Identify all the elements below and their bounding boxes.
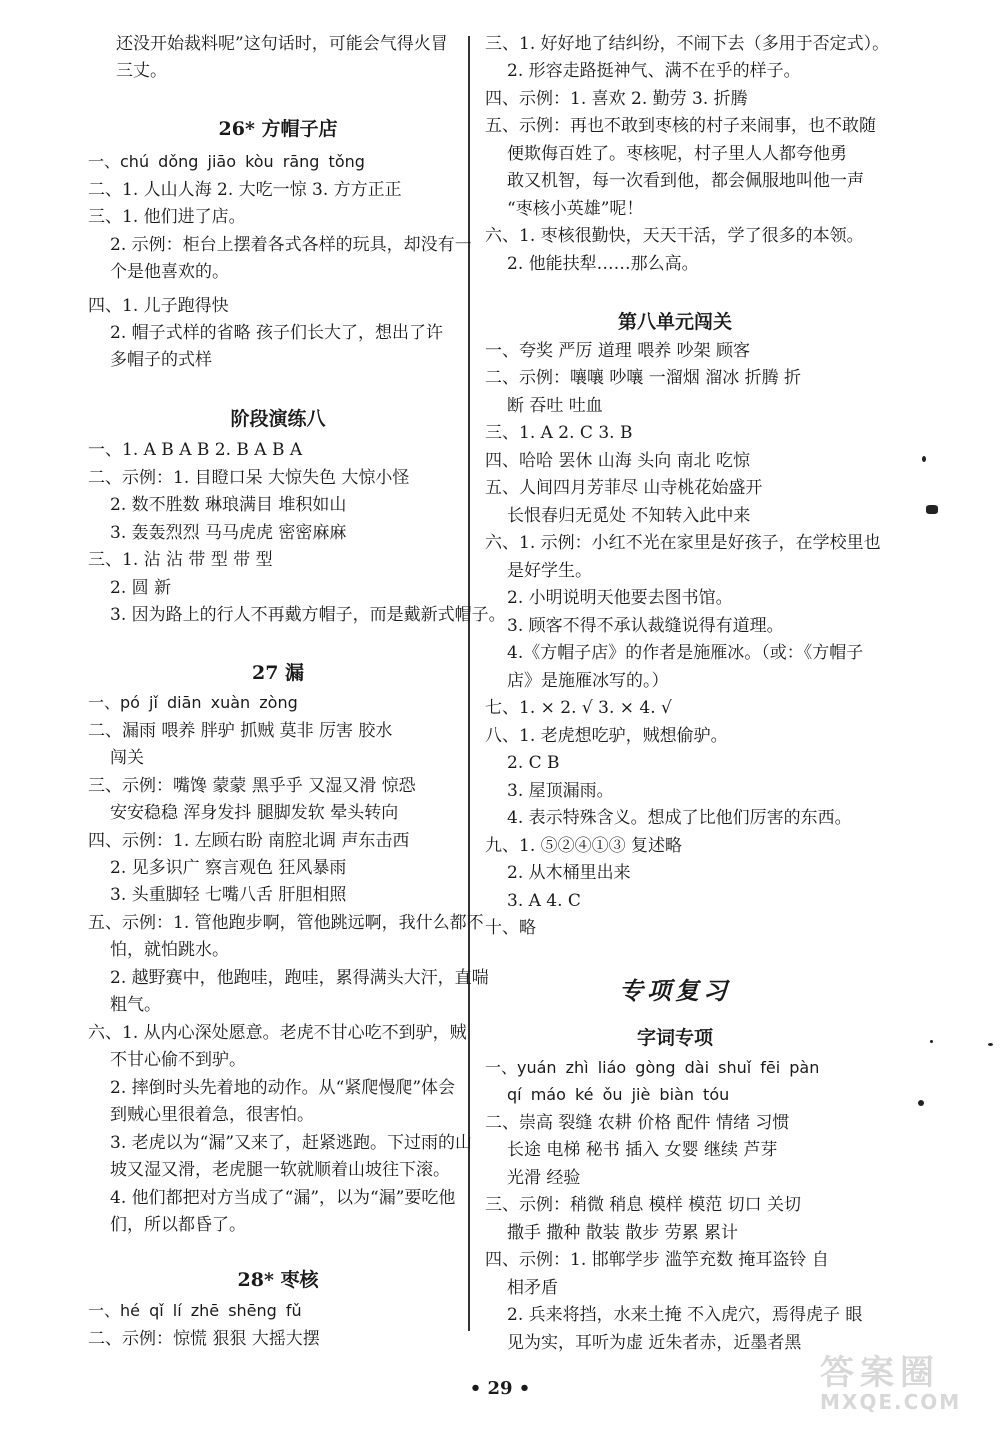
answer-line: 三、示例：稍微 稍息 模样 模范 切口 关切	[485, 1195, 802, 1215]
watermark	[820, 1345, 961, 1414]
answer-line: 3. 屋顶漏雨。	[507, 781, 614, 801]
answer-line: 六、1. 从内心深处愿意。老虎不甘心吃不到驴，贼	[88, 1023, 467, 1043]
answer-line: 六、1. 枣核很勤快，天天干活，学了很多的本领。	[485, 226, 864, 246]
answer-line: 九、1. ⑤②④①③ 复述略	[485, 836, 683, 856]
answer-line: 2. 形容走路挺神气、满不在乎的样子。	[507, 61, 801, 81]
section-heading: 27 漏	[251, 662, 305, 684]
answer-line: 多帽子的式样	[110, 350, 212, 370]
answer-line: 2. 小明说明天他要去图书馆。	[507, 588, 733, 608]
answer-line: 光滑 经验	[507, 1168, 581, 1188]
answer-line: 八、1. 老虎想吃驴，贼想偷驴。	[485, 726, 728, 746]
scan-speck	[930, 1040, 933, 1043]
answer-line: 安安稳稳 浑身发抖 腿脚发软 晕头转向	[110, 803, 399, 823]
answer-line: 3. 顾客不得不承认裁缝说得有道理。	[507, 616, 784, 636]
answer-line: 二、漏雨 喂养 胖驴 抓贼 莫非 厉害 胶水	[88, 721, 393, 741]
answer-line: 四、示例：1. 喜欢 2. 勤劳 3. 折腾	[485, 89, 748, 109]
answer-line: 四、1. 儿子跑得快	[88, 296, 229, 316]
scan-speck	[988, 1043, 993, 1046]
answer-line: 二、示例：嚷嚷 吵嚷 一溜烟 溜冰 折腾 折	[485, 368, 802, 388]
answer-line: 3. 头重脚轻 七嘴八舌 肝胆相照	[110, 885, 347, 905]
answer-line: 四、哈哈 罢休 山海 头向 南北 吃惊	[485, 451, 751, 471]
answer-line: 还没开始裁料呢”这句话时，可能会气得火冒	[116, 34, 448, 54]
pinyin-line: 一、chú dǒng jiāo kòu rāng tǒng	[88, 152, 365, 171]
answer-line: 一、1. A B A B 2. B A B A	[88, 440, 303, 460]
answer-line: 2. 示例：柜台上摆着各式各样的玩具，却没有一	[110, 235, 472, 255]
answer-line: 六、1. 示例：小红不光在家里是好孩子，在学校里也	[485, 533, 881, 553]
answer-line: 五、人间四月芳菲尽 山寺桃花始盛开	[485, 478, 763, 498]
pinyin-line: 一、yuán zhì liáo gòng dài shuǐ fēi pàn	[485, 1058, 820, 1077]
answer-line: 2. 见多识广 察言观色 狂风暴雨	[110, 858, 347, 878]
answer-line: 二、示例：惊慌 狠狠 大摇大摆	[88, 1329, 320, 1349]
answer-line: 二、示例：1. 目瞪口呆 大惊失色 大惊小怪	[88, 468, 410, 488]
pinyin-line: qí máo ké ǒu jiè biàn tóu	[507, 1085, 730, 1104]
answer-line: 是好学生。	[507, 561, 592, 581]
answer-line: 2. 兵来将挡，水来土掩 不入虎穴，焉得虎子 眼	[507, 1305, 863, 1325]
answer-line: 见为实，耳听为虚 近朱者赤，近墨者黑	[507, 1333, 802, 1353]
answer-line: 坡又湿又滑，老虎腿一软就顺着山坡往下滚。	[110, 1160, 450, 1180]
answer-line: 敢又机智，每一次看到他，都会佩服地叫他一声	[507, 171, 864, 191]
section-heading: 第八单元闯关	[617, 311, 732, 333]
answer-line: 2. 帽子式样的省略 孩子们长大了，想出了许	[110, 323, 444, 343]
answer-line: 三丈。	[116, 61, 167, 81]
chapter-heading: 专项复习	[619, 976, 731, 1005]
answer-line: 4. 表示特殊含义。想成了比他们厉害的东西。	[507, 808, 852, 828]
watermark-url: MXQE.COM	[820, 1390, 962, 1414]
answer-line: 一、夸奖 严厉 道理 喂养 吵架 顾客	[485, 341, 751, 361]
answer-line: 断 吞吐 吐血	[507, 396, 603, 416]
answer-line: 三、1. 沾 沾 带 型 带 型	[88, 550, 273, 570]
answer-line: 2. 数不胜数 琳琅满目 堆积如山	[110, 495, 347, 515]
answer-line: 十、略	[485, 918, 536, 938]
answer-line: 2. 摔倒时头先着地的动作。从“紧爬慢爬”体会	[110, 1078, 456, 1098]
answer-line: 长途 电梯 秘书 插入 女婴 继续 芦芽	[507, 1140, 778, 1160]
answer-line: 四、示例：1. 左顾右盼 南腔北调 声东击西	[88, 831, 410, 851]
answer-line: 闯关	[110, 748, 144, 768]
answer-line: 到贼心里很着急，很害怕。	[110, 1105, 314, 1125]
answer-line: 怕，就怕跳水。	[110, 940, 229, 960]
answer-line: 3. 老虎以为“漏”又来了，赶紧逃跑。下过雨的山	[110, 1133, 473, 1153]
scan-speck	[918, 1100, 924, 1106]
answer-line: 3. 轰轰烈烈 马马虎虎 密密麻麻	[110, 523, 347, 543]
answer-line: 4.《方帽子店》的作者是施雁冰。（或：《方帽子	[507, 643, 864, 663]
answer-line: 2. 从木桶里出来	[507, 863, 631, 883]
answer-line: 2. C B	[507, 753, 560, 773]
answer-line: 三、1. 他们进了店。	[88, 207, 246, 227]
answer-line: 五、示例：1. 管他跑步啊，管他跳远啊，我什么都不	[88, 913, 484, 933]
answer-line: 三、1. 好好地了结纠纷，不闹下去（多用于否定式）。	[485, 34, 890, 54]
answer-line: 便欺侮百姓了。枣核呢，村子里人人都夸他勇	[507, 144, 847, 164]
scan-speck	[922, 456, 926, 462]
answer-line: 相矛盾	[507, 1278, 558, 1298]
page-number: • 29 •	[469, 1378, 531, 1399]
answer-line: 2. 越野赛中，他跑哇，跑哇，累得满头大汗，直喘	[110, 968, 489, 988]
answer-line: 长恨春归无觅处 不知转入此中来	[507, 506, 751, 526]
section-heading: 26* 方帽子店	[218, 118, 338, 140]
answer-line: 五、示例：再也不敢到枣核的村子来闹事，也不敢随	[485, 116, 876, 136]
scan-speck	[926, 505, 938, 514]
answer-line: 二、崇高 裂缝 农耕 价格 配件 情绪 习惯	[485, 1113, 790, 1133]
answer-line: 3. 因为路上的行人不再戴方帽子，而是戴新式帽子。	[110, 605, 506, 625]
section-heading: 阶段演练八	[230, 408, 326, 430]
answer-line: 粗气。	[110, 995, 161, 1015]
answer-line: 撒手 撒种 散装 散步 劳累 累计	[507, 1223, 739, 1243]
answer-line: 三、1. A 2. C 3. B	[485, 423, 633, 443]
answer-line: 四、示例：1. 邯郸学步 滥竽充数 掩耳盗铃 自	[485, 1250, 829, 1270]
answer-line: 2. 他能扶犁……那么高。	[507, 254, 699, 274]
answer-line: 们，所以都昏了。	[110, 1215, 246, 1235]
answer-line: 4. 他们都把对方当成了“漏”，以为“漏”要吃他	[110, 1188, 456, 1208]
answer-line: 3. A 4. C	[507, 891, 581, 911]
answer-line: 店》是施雁冰写的。）	[507, 671, 669, 691]
answer-line: 个是他喜欢的。	[110, 262, 229, 282]
section-heading: 字词专项	[636, 1027, 713, 1049]
answer-line: 二、1. 人山人海 2. 大吃一惊 3. 方方正正	[88, 180, 402, 200]
answer-line: 三、示例：嘴馋 蒙蒙 黑乎乎 又湿又滑 惊恐	[88, 776, 416, 796]
section-heading: 28* 枣核	[237, 1269, 319, 1291]
answer-line: “枣核小英雄”呢！	[507, 199, 644, 219]
answer-line: 七、1. × 2. √ 3. × 4. √	[485, 698, 672, 718]
pinyin-line: 一、pó jǐ diān xuàn zòng	[88, 693, 298, 712]
pinyin-line: 一、hé qǐ lí zhē shēng fǔ	[88, 1301, 302, 1320]
watermark-logo-text: 答案圈	[820, 1353, 940, 1393]
answer-line: 2. 圆 新	[110, 578, 172, 598]
answer-line: 不甘心偷不到驴。	[110, 1050, 246, 1070]
